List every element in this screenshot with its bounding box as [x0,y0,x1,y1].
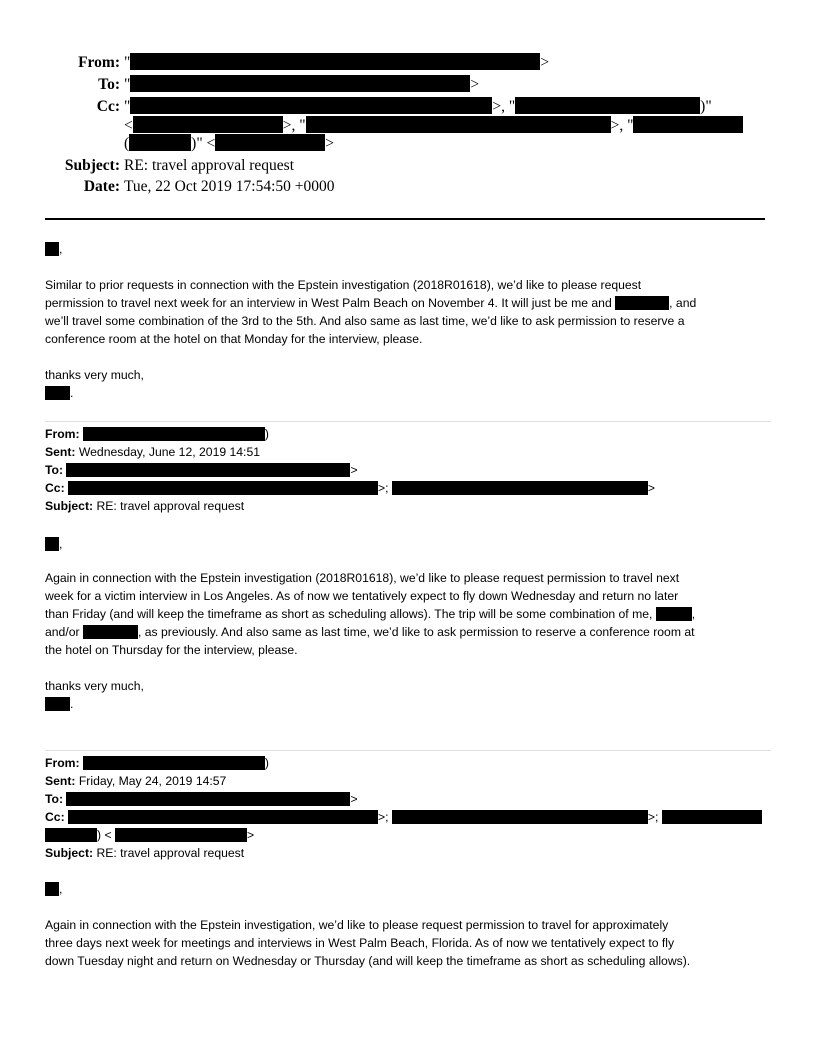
redaction-block [83,756,265,770]
subject-label: Subject: [64,157,120,174]
from-row: From: ) [45,756,269,770]
redaction-block [392,481,648,495]
body-line: the hotel on Thursday for the interview, please. [45,643,298,657]
sent-row: Sent: Friday, May 24, 2019 14:57 [45,774,227,788]
subject-row: Subject: RE: travel approval request [45,846,245,860]
redaction-block [45,697,70,711]
body-line: down Tuesday night and return on Wednesday or Thursday (and will keep the timeframe as short as scheduling allows). [45,954,691,968]
header-divider [45,218,765,220]
greeting: , [45,240,62,258]
date-value: Tue, 22 Oct 2019 17:54:50 +0000 [124,178,335,195]
redaction-block [662,810,762,824]
redaction-block [68,810,378,824]
redaction-block [130,53,540,70]
redaction-block [115,828,247,842]
redaction-block [656,607,692,621]
body-line: Again in connection with the Epstein investigation, we’d like to please request permission to travel for approximately [45,918,669,932]
from-value: " > [124,54,550,71]
to-row: To: > [45,463,358,477]
redaction-block [215,134,325,151]
from-row: From: ) [45,427,269,441]
body-line: Again in connection with the Epstein investigation (2018R01618), we’d like to please request permission to travel next [45,571,680,585]
message-divider [45,750,771,751]
redaction-block [45,386,70,400]
body-line: we’ll travel some combination of the 3rd to the 5th. And also same as last time, we’d like to ask permission to reserve a [45,314,685,328]
cc-value-line1: " >, " )" [124,98,712,115]
redaction-block [130,75,470,92]
sent-row: Sent: Wednesday, June 12, 2019 14:51 [45,445,261,459]
body-line: conference room at the hotel on that Monday for the interview, please. [45,332,423,346]
redaction-block [83,625,138,639]
date-label: Date: [83,178,120,195]
redaction-block [45,537,59,551]
redaction-block [306,116,611,133]
closing: thanks very much, [45,679,144,693]
body-line: and/or , as previously. And also same as last time, we’d like to ask permission to reserve a conference room at [45,625,695,639]
redaction-block [45,242,59,256]
cc-value-line3: ( )" < > [124,135,335,152]
redaction-block [45,828,97,842]
redaction-block [45,882,59,896]
cc-row: Cc: >; > [45,481,656,495]
cc-row-cont: ) < > [45,826,254,844]
redaction-block [392,810,648,824]
signature: . [45,384,73,402]
cc-value-line2: < >, " >, " [124,116,743,136]
signature: . [45,695,73,713]
greeting: , [45,880,62,898]
to-row: To: > [45,792,358,806]
cc-row: Cc: >; >; [45,808,762,826]
redaction-block [633,116,743,133]
redaction-block [515,97,700,114]
body-line: permission to travel next week for an interview in West Palm Beach on November 4. It will just be me and , and [45,296,697,310]
from-label: From: [78,54,120,71]
to-value: " > [124,76,480,93]
redaction-block [66,792,350,806]
closing: thanks very much, [45,368,144,382]
redaction-block [129,134,191,151]
redaction-block [83,427,265,441]
body-line: week for a victim interview in Los Angeles. As of now we tentatively expect to fly down Wednesday and return no later [45,589,679,603]
redaction-block [133,116,283,133]
redaction-block [130,97,492,114]
redaction-block [615,296,669,310]
body-line: three days next week for meetings and interviews in West Palm Beach, Florida. As of now we tentatively expect to fly [45,936,675,950]
cc-label: Cc: [96,98,120,115]
to-label: To: [98,76,120,93]
body-line: Similar to prior requests in connection with the Epstein investigation (2018R01618), we’d like to please request [45,278,642,292]
subject-row: Subject: RE: travel approval request [45,499,245,513]
redaction-block [68,481,378,495]
subject-value: RE: travel approval request [124,157,295,174]
greeting: , [45,535,62,553]
message-divider [45,421,771,422]
redaction-block [66,463,350,477]
body-line: than Friday (and will keep the timeframe as short as scheduling allows). The trip will be some combination of me, , [45,607,696,621]
